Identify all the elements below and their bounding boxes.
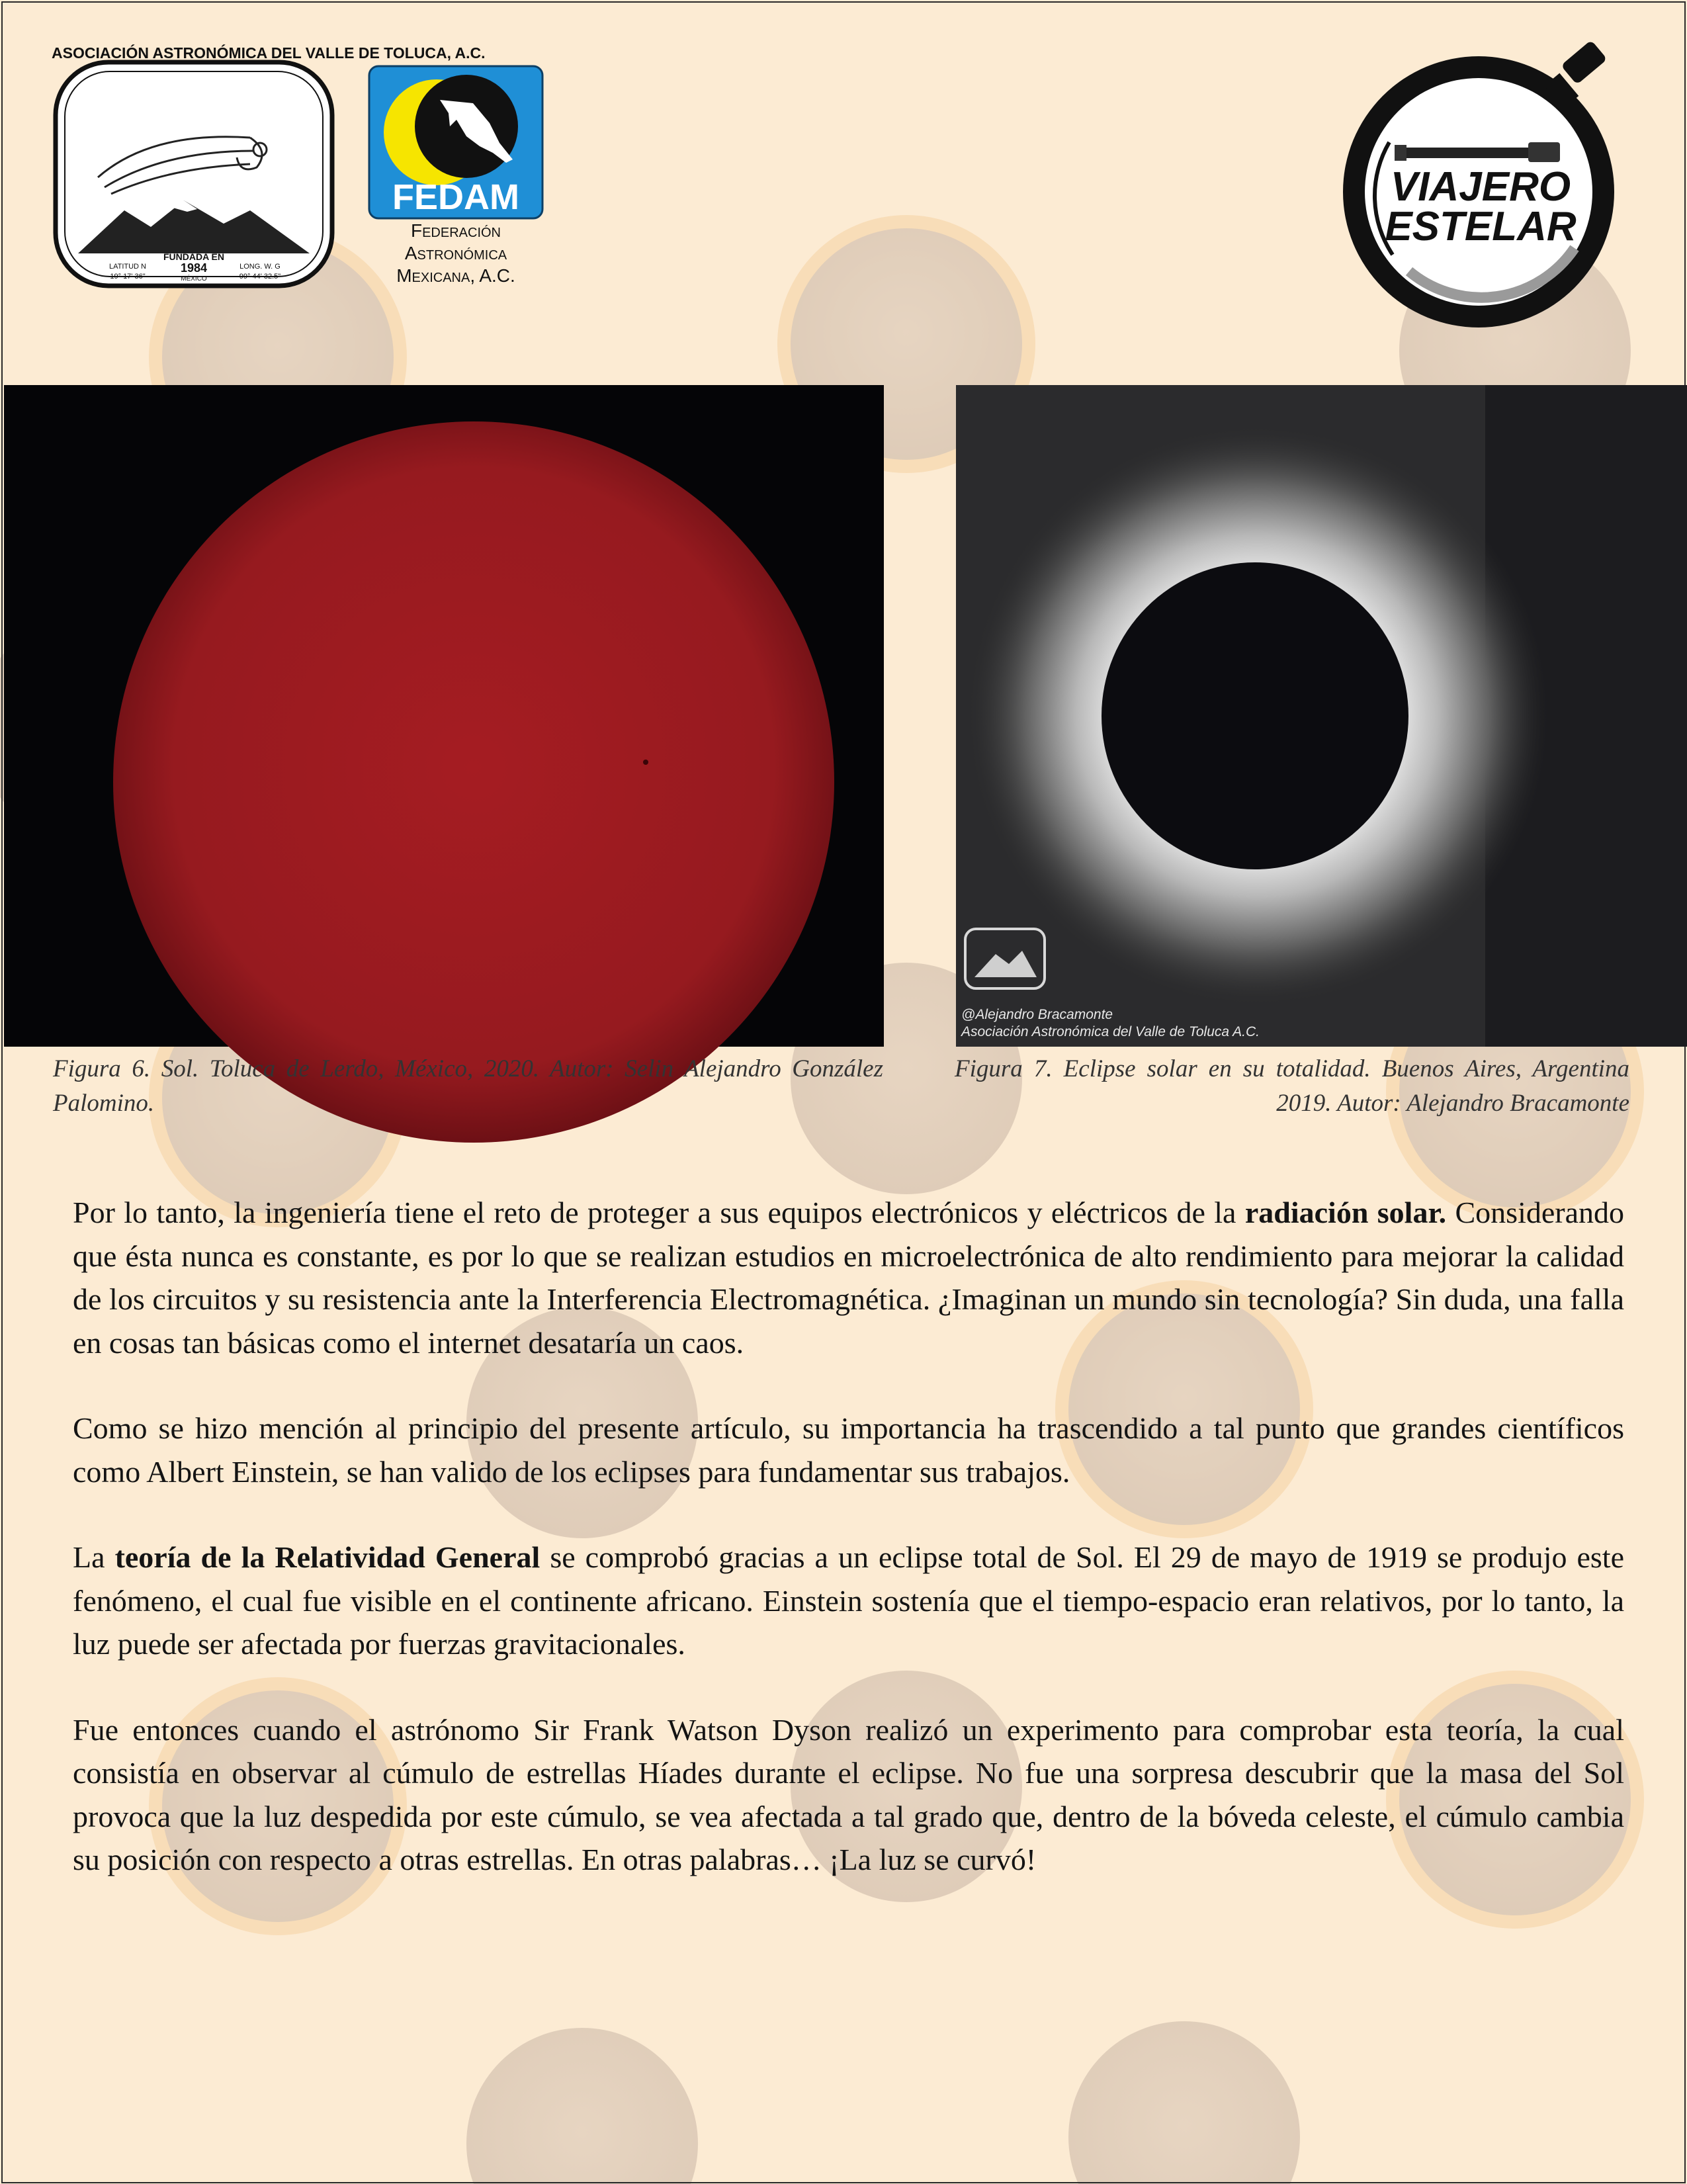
fedam-acronym: FEDAM: [392, 177, 519, 217]
fedam-line2: Astronómica: [404, 243, 507, 263]
figure-6-sun-photo: [4, 385, 884, 1047]
moon-disk: [1102, 562, 1408, 869]
figure-7-caption: Figura 7. Eclipse solar en su totalidad. Buenos Aires, Argentina 2019. Autor: Alejandro Bracamonte: [955, 1055, 1629, 1117]
fedam-line3: Mexicana, A.C.: [396, 265, 515, 286]
aavt-country: MÉXICO: [181, 275, 207, 283]
aavt-ring-text: ASOCIACIÓN ASTRONÓMICA DEL VALLE DE TOLUCA, A.C.: [52, 44, 486, 62]
article-body: [73, 1191, 1624, 1924]
viajero-estelar-logo: [1330, 36, 1641, 334]
photo-credit-1: @Alejandro Bracamonte: [961, 1007, 1113, 1022]
figure-7-eclipse-photo: [956, 385, 1687, 1047]
aavt-long-value: 99° 44' 32.5": [239, 273, 281, 281]
fedam-line1: Federación: [410, 220, 501, 241]
header: [0, 0, 1687, 371]
viajero-line2: ESTELAR: [1385, 204, 1577, 249]
bold-radiacion-solar: radiación solar.: [1244, 1196, 1447, 1229]
bold-relatividad-general: teoría de la Relatividad General: [114, 1540, 541, 1574]
sun-disk: [113, 421, 834, 1143]
aavt-lat-value: 19° 17' 36": [110, 273, 146, 281]
figure-6-caption: Figura 6. Sol. Toluca de Lerdo, México, 2020. Autor: Selin Alejandro González Palomino.: [53, 1055, 883, 1117]
paragraph-2: Como se hizo mención al principio del presente artículo, su importancia ha trascendido a tal punto que grandes científicos como Albert Einstein, se han valido de los eclipses para fundamentar sus trabajos.: [73, 1411, 1624, 1489]
paragraph-3: La teoría de la Relatividad General se comprobó gracias a un eclipse total de Sol. El 29 de mayo de 1919 se produjo este fenómeno, el cual fue visible en el continente africano. Einstein sostenía que el tiempo-espacio eran relativos, por lo tanto, la luz puede ser afectada por fuerzas gravitacionales.: [73, 1540, 1625, 1661]
photo-credit-2: Asociación Astronómica del Valle de Toluca A.C.: [961, 1024, 1260, 1039]
aavt-lat-label: LATITUD N: [108, 263, 147, 271]
paragraph-4: Fue entonces cuando el astrónomo Sir Frank Watson Dyson realizó un experimento para comprobar esta teoría, la cual consistía en observar al cúmulo de estrellas Híades durante el eclipse. No fue una sorpresa descubrir que la masa del Sol provoca que la luz despedida por este cúmulo, se vea afectada a tal grado que, dentro de la bóveda celeste, el cúmulo cambia su posición con respecto a otras estrellas. En otras palabras… ¡La luz se curvó!: [73, 1712, 1624, 1876]
viajero-line1: VIAJERO: [1390, 164, 1571, 210]
aavt-founded-label: FUNDADA EN: [163, 251, 225, 262]
aavt-long-label: LONG. W. G: [239, 263, 281, 271]
paragraph-1: Por lo tanto, la ingeniería tiene el reto de proteger a sus equipos electrónicos y eléctricos de la radiación solar. Considerando que ésta nunca es constante, es por lo que se realizan estudios en microelectrónica de alto rendimiento para mejorar la calidad de los circuitos y su resistencia ante la Interferencia Electromagnética. ¿Imaginan un mundo sin tecnología? Sin duda, una falla en cosas tan básicas como el internet desataría un caos.: [73, 1196, 1625, 1360]
fedam-logo: [357, 64, 556, 288]
aavt-founded-year: 1984: [180, 261, 208, 275]
